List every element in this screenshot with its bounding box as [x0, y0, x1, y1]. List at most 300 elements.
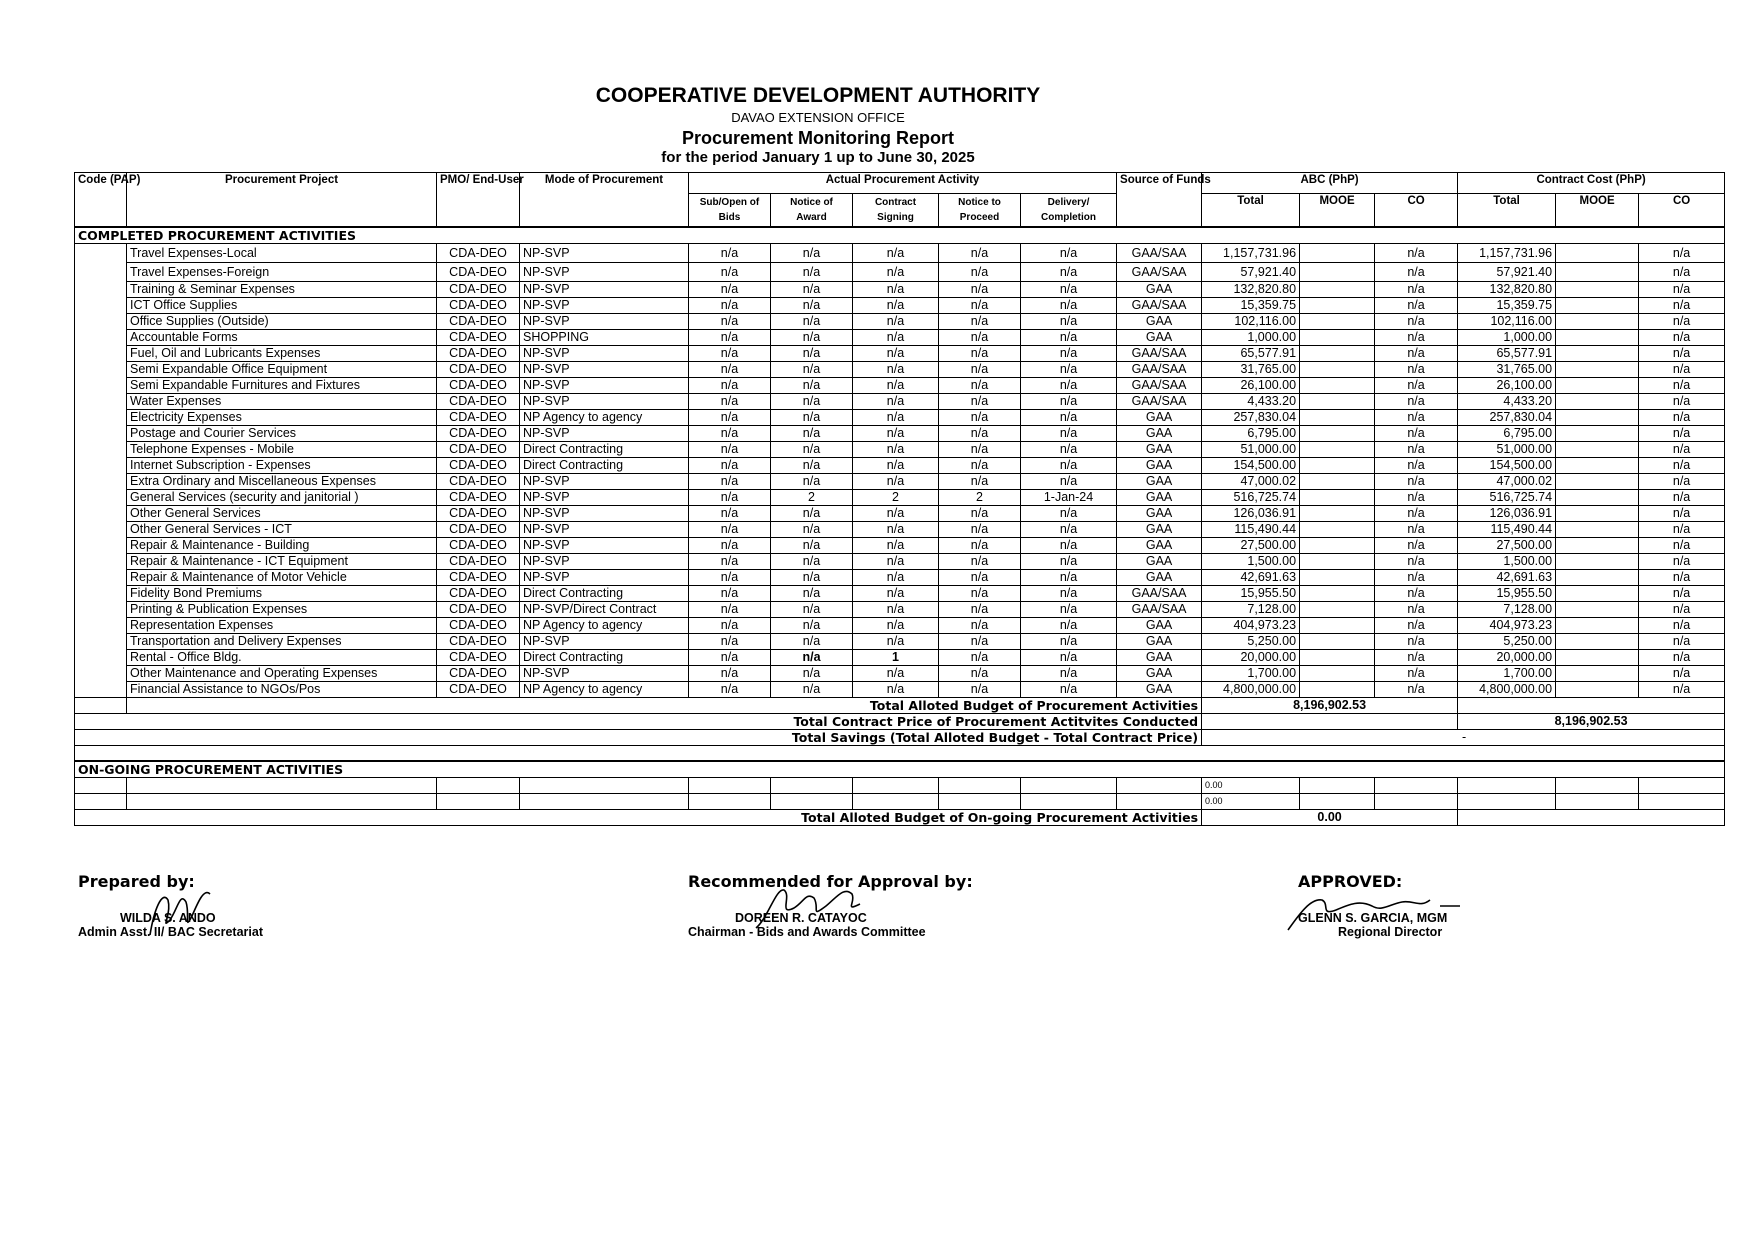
cell-delivery: n/a	[1021, 618, 1117, 634]
total-contract-label: Total Contract Price of Procurement Actitvites Conducted	[75, 714, 1202, 730]
cell-cc-total: 6,795.00	[1458, 426, 1556, 442]
cell-sub-open: n/a	[689, 244, 771, 263]
cell-mode: SHOPPING	[520, 330, 689, 346]
blank-cell	[689, 794, 771, 810]
cell-delivery: n/a	[1021, 650, 1117, 666]
cell-cc-co: n/a	[1639, 410, 1725, 426]
office-subtitle: DAVAO EXTENSION OFFICE	[731, 110, 905, 125]
blank-cell	[1375, 778, 1458, 794]
cell-code	[75, 474, 127, 490]
cell-mode: NP-SVP	[520, 506, 689, 522]
cell-sub-open: n/a	[689, 506, 771, 522]
cell-project: Other General Services	[127, 506, 437, 522]
ongoing-section-row	[75, 761, 1725, 778]
cell-code	[75, 506, 127, 522]
cell-cc-mooe	[1556, 666, 1639, 682]
cell-code	[75, 244, 127, 263]
cell-project: General Services (security and janitorial )	[127, 490, 437, 506]
cell-contract-signing: n/a	[853, 570, 939, 586]
cell-cc-mooe	[1556, 426, 1639, 442]
cell-pmo: CDA-DEO	[437, 666, 520, 682]
table-row	[75, 378, 1725, 394]
cell-abc-mooe	[1300, 458, 1375, 474]
table-row	[75, 618, 1725, 634]
cell-cc-co: n/a	[1639, 602, 1725, 618]
cell-noa: n/a	[771, 618, 853, 634]
cell-pmo: CDA-DEO	[437, 298, 520, 314]
cell-noa: n/a	[771, 426, 853, 442]
cell-contract-signing: n/a	[853, 618, 939, 634]
cell-abc-co: n/a	[1375, 618, 1458, 634]
blank-cell	[1300, 794, 1375, 810]
cell-cc-total: 154,500.00	[1458, 458, 1556, 474]
col-contract-signing: Contract Signing	[853, 194, 939, 228]
cell-sub-open: n/a	[689, 666, 771, 682]
cell-pmo: CDA-DEO	[437, 410, 520, 426]
blank-cell	[771, 794, 853, 810]
cell-pmo: CDA-DEO	[437, 586, 520, 602]
cell-abc-mooe	[1300, 682, 1375, 698]
cell-code	[75, 410, 127, 426]
cell-cc-total: 57,921.40	[1458, 263, 1556, 282]
cell-abc-total: 0.00	[1202, 778, 1300, 794]
cell-sub-open: n/a	[689, 378, 771, 394]
cell-source: GAA/SAA	[1117, 378, 1202, 394]
blank-cell	[1300, 778, 1375, 794]
cell-abc-total: 15,359.75	[1202, 298, 1300, 314]
cell-sub-open: n/a	[689, 346, 771, 362]
cell-sub-open: n/a	[689, 362, 771, 378]
cell-cc-co: n/a	[1639, 586, 1725, 602]
cell-abc-total: 516,725.74	[1202, 490, 1300, 506]
cell-source: GAA	[1117, 330, 1202, 346]
cell-contract-signing: n/a	[853, 666, 939, 682]
cell-project: Rental - Office Bldg.	[127, 650, 437, 666]
col-sub-open: Sub/Open of Bids	[689, 194, 771, 228]
ongoing-total-value: 0.00	[1202, 810, 1458, 826]
cell-pmo: CDA-DEO	[437, 554, 520, 570]
blank-cell	[939, 794, 1021, 810]
cell-pmo: CDA-DEO	[437, 458, 520, 474]
col-abc-co: CO	[1375, 194, 1458, 228]
cell-abc-mooe	[1300, 522, 1375, 538]
cell-noa: n/a	[771, 314, 853, 330]
cell-code	[75, 602, 127, 618]
cell-code	[75, 346, 127, 362]
total-contract-value: 8,196,902.53	[1458, 714, 1725, 730]
cell-delivery: 1-Jan-24	[1021, 490, 1117, 506]
cell-pmo: CDA-DEO	[437, 314, 520, 330]
cell-mode: NP-SVP	[520, 298, 689, 314]
col-noa: Notice of Award	[771, 194, 853, 228]
cell-cc-mooe	[1556, 538, 1639, 554]
cell-abc-co: n/a	[1375, 263, 1458, 282]
cell-project: Accountable Forms	[127, 330, 437, 346]
cell-cc-total: 1,157,731.96	[1458, 244, 1556, 263]
cell-project: ICT Office Supplies	[127, 298, 437, 314]
cell-code	[75, 490, 127, 506]
cell-ntp: n/a	[939, 298, 1021, 314]
cell-abc-total: 6,795.00	[1202, 426, 1300, 442]
cell-noa: n/a	[771, 602, 853, 618]
ongoing-total-label: Total Alloted Budget of On-going Procurement Activities	[75, 810, 1202, 826]
cell-noa: n/a	[771, 458, 853, 474]
cell-noa: n/a	[771, 378, 853, 394]
cell-ntp: n/a	[939, 263, 1021, 282]
cell-noa: n/a	[771, 282, 853, 298]
cell-code	[75, 650, 127, 666]
cell-cc-co: n/a	[1639, 442, 1725, 458]
cell-contract-signing: n/a	[853, 426, 939, 442]
cell-contract-signing: n/a	[853, 314, 939, 330]
cell-cc-mooe	[1556, 298, 1639, 314]
cell-abc-mooe	[1300, 586, 1375, 602]
cell-abc-mooe	[1300, 394, 1375, 410]
cell-abc-total: 27,500.00	[1202, 538, 1300, 554]
cell-project: Travel Expenses-Foreign	[127, 263, 437, 282]
table-row	[75, 666, 1725, 682]
cell-sub-open: n/a	[689, 282, 771, 298]
cell-contract-signing: n/a	[853, 394, 939, 410]
cell-noa: n/a	[771, 586, 853, 602]
cell-cc-mooe	[1556, 554, 1639, 570]
cell-source: GAA	[1117, 506, 1202, 522]
cell-abc-mooe	[1300, 666, 1375, 682]
blank-cell	[1117, 778, 1202, 794]
col-pmo: PMO/ End-User	[437, 173, 520, 228]
cell-abc-mooe	[1300, 474, 1375, 490]
cell-ntp: n/a	[939, 570, 1021, 586]
cell-contract-signing: n/a	[853, 506, 939, 522]
col-cc-total: Total	[1458, 194, 1556, 228]
cell-cc-co: n/a	[1639, 458, 1725, 474]
cell-pmo: CDA-DEO	[437, 282, 520, 298]
cell-delivery: n/a	[1021, 426, 1117, 442]
cell-mode: NP-SVP	[520, 346, 689, 362]
cell-cc-mooe	[1556, 634, 1639, 650]
cell-pmo: CDA-DEO	[437, 538, 520, 554]
cell-project: Repair & Maintenance - ICT Equipment	[127, 554, 437, 570]
cell-abc-total: 1,700.00	[1202, 666, 1300, 682]
cell-cc-mooe	[1556, 244, 1639, 263]
table-row	[75, 362, 1725, 378]
table-row	[75, 554, 1725, 570]
cell-project: Financial Assistance to NGOs/Pos	[127, 682, 437, 698]
cell-pmo: CDA-DEO	[437, 330, 520, 346]
cell-project: Postage and Courier Services	[127, 426, 437, 442]
cell-delivery: n/a	[1021, 506, 1117, 522]
cell-abc-co: n/a	[1375, 330, 1458, 346]
cell-delivery: n/a	[1021, 330, 1117, 346]
cell-source: GAA	[1117, 682, 1202, 698]
cell-cc-co: n/a	[1639, 634, 1725, 650]
cell-mode: NP-SVP	[520, 314, 689, 330]
cell-abc-co: n/a	[1375, 570, 1458, 586]
recommended-position: Chairman - Bids and Awards Committee	[688, 925, 926, 939]
cell-abc-mooe	[1300, 410, 1375, 426]
ongoing-row	[75, 778, 1725, 794]
cell-abc-mooe	[1300, 602, 1375, 618]
spacer-row	[75, 746, 1725, 762]
cell-cc-total: 26,100.00	[1458, 378, 1556, 394]
cell-mode: NP-SVP	[520, 378, 689, 394]
cell-sub-open: n/a	[689, 682, 771, 698]
cell-mode: NP-SVP	[520, 522, 689, 538]
cell-cc-total: 102,116.00	[1458, 314, 1556, 330]
cell-cc-mooe	[1556, 378, 1639, 394]
cell-source: GAA	[1117, 618, 1202, 634]
cell-abc-mooe	[1300, 282, 1375, 298]
cell-delivery: n/a	[1021, 314, 1117, 330]
cell-abc-co: n/a	[1375, 442, 1458, 458]
table-row	[75, 490, 1725, 506]
cell-mode: NP-SVP	[520, 263, 689, 282]
cell-delivery: n/a	[1021, 474, 1117, 490]
cell-mode: NP-SVP	[520, 666, 689, 682]
cell-sub-open: n/a	[689, 394, 771, 410]
cell-cc-total: 4,433.20	[1458, 394, 1556, 410]
cell-source: GAA/SAA	[1117, 244, 1202, 263]
cell-noa: n/a	[771, 666, 853, 682]
cell-cc-total: 20,000.00	[1458, 650, 1556, 666]
col-cc-mooe: MOOE	[1556, 194, 1639, 228]
cell-abc-co: n/a	[1375, 282, 1458, 298]
cell-abc-mooe	[1300, 618, 1375, 634]
cell-cc-co: n/a	[1639, 490, 1725, 506]
cell-ntp: n/a	[939, 362, 1021, 378]
cell-cc-total: 257,830.04	[1458, 410, 1556, 426]
cell-cc-co: n/a	[1639, 570, 1725, 586]
cell-abc-co: n/a	[1375, 298, 1458, 314]
cell-cc-total: 132,820.80	[1458, 282, 1556, 298]
cell-source: GAA/SAA	[1117, 346, 1202, 362]
cell-abc-total: 257,830.04	[1202, 410, 1300, 426]
cell-abc-co: n/a	[1375, 634, 1458, 650]
cell-delivery: n/a	[1021, 586, 1117, 602]
blank-cell	[1375, 794, 1458, 810]
cell-contract-signing: 1	[853, 650, 939, 666]
cell-ntp: n/a	[939, 602, 1021, 618]
total-contract-row	[75, 714, 1725, 730]
cell-cc-co: n/a	[1639, 426, 1725, 442]
blank-cell	[127, 794, 437, 810]
cell-contract-signing: n/a	[853, 282, 939, 298]
prepared-role: Prepared by:	[78, 872, 195, 891]
cell-delivery: n/a	[1021, 282, 1117, 298]
total-alloted-row	[75, 698, 1725, 714]
cell-abc-mooe	[1300, 650, 1375, 666]
cell-pmo: CDA-DEO	[437, 650, 520, 666]
cell-cc-total: 115,490.44	[1458, 522, 1556, 538]
table-row	[75, 570, 1725, 586]
cell-noa: n/a	[771, 522, 853, 538]
cell-abc-total: 4,800,000.00	[1202, 682, 1300, 698]
cell-abc-co: n/a	[1375, 244, 1458, 263]
cell-ntp: n/a	[939, 378, 1021, 394]
cell-source: GAA/SAA	[1117, 394, 1202, 410]
cell-source: GAA	[1117, 282, 1202, 298]
cell-contract-signing: n/a	[853, 378, 939, 394]
cell-delivery: n/a	[1021, 442, 1117, 458]
cell-pmo: CDA-DEO	[437, 474, 520, 490]
table-row	[75, 586, 1725, 602]
cell-cc-mooe	[1556, 410, 1639, 426]
cell-contract-signing: n/a	[853, 586, 939, 602]
recommended-role: Recommended for Approval by:	[688, 872, 973, 891]
cell-code	[75, 282, 127, 298]
cell-contract-signing: n/a	[853, 362, 939, 378]
cell-contract-signing: n/a	[853, 330, 939, 346]
cell-code	[75, 362, 127, 378]
cell-source: GAA	[1117, 490, 1202, 506]
blank-cell	[1556, 794, 1639, 810]
cell-abc-mooe	[1300, 538, 1375, 554]
cell-delivery: n/a	[1021, 346, 1117, 362]
blank-cell	[1117, 794, 1202, 810]
cell-cc-total: 42,691.63	[1458, 570, 1556, 586]
table-row	[75, 538, 1725, 554]
cell-cc-total: 1,700.00	[1458, 666, 1556, 682]
cell-noa: n/a	[771, 346, 853, 362]
table-row	[75, 506, 1725, 522]
cell-ntp: n/a	[939, 634, 1021, 650]
cell-abc-total: 47,000.02	[1202, 474, 1300, 490]
cell-mode: NP-SVP	[520, 394, 689, 410]
blank-cell	[853, 778, 939, 794]
cell-source: GAA/SAA	[1117, 586, 1202, 602]
cell-code	[75, 263, 127, 282]
cell-abc-total: 0.00	[1202, 794, 1300, 810]
cell-abc-mooe	[1300, 314, 1375, 330]
blank-cell	[771, 778, 853, 794]
cell-cc-mooe	[1556, 346, 1639, 362]
cell-noa: n/a	[771, 634, 853, 650]
cell-abc-co: n/a	[1375, 346, 1458, 362]
cell-cc-co: n/a	[1639, 666, 1725, 682]
cell-abc-co: n/a	[1375, 682, 1458, 698]
cell-cc-co: n/a	[1639, 314, 1725, 330]
cell-project: Repair & Maintenance - Building	[127, 538, 437, 554]
cell-sub-open: n/a	[689, 442, 771, 458]
cell-abc-mooe	[1300, 298, 1375, 314]
cell-ntp: n/a	[939, 666, 1021, 682]
cell-contract-signing: n/a	[853, 244, 939, 263]
cell-mode: NP-SVP/Direct Contract	[520, 602, 689, 618]
cell-delivery: n/a	[1021, 682, 1117, 698]
cell-source: GAA	[1117, 650, 1202, 666]
cell-sub-open: n/a	[689, 602, 771, 618]
cell-abc-mooe	[1300, 426, 1375, 442]
cell-source: GAA	[1117, 426, 1202, 442]
cell-pmo: CDA-DEO	[437, 244, 520, 263]
cell-cc-mooe	[1556, 522, 1639, 538]
approved-position: Regional Director	[1338, 925, 1443, 939]
blank-cell	[75, 698, 127, 714]
report-title: Procurement Monitoring Report	[681, 128, 954, 148]
cell-delivery: n/a	[1021, 634, 1117, 650]
cell-abc-total: 1,500.00	[1202, 554, 1300, 570]
cell-project: Printing & Publication Expenses	[127, 602, 437, 618]
cell-ntp: n/a	[939, 442, 1021, 458]
cell-ntp: n/a	[939, 618, 1021, 634]
cell-abc-mooe	[1300, 330, 1375, 346]
cell-source: GAA/SAA	[1117, 602, 1202, 618]
cell-delivery: n/a	[1021, 602, 1117, 618]
table-row	[75, 346, 1725, 362]
cell-source: GAA	[1117, 474, 1202, 490]
cell-delivery: n/a	[1021, 362, 1117, 378]
blank-cell	[1458, 778, 1556, 794]
cell-cc-mooe	[1556, 282, 1639, 298]
cell-cc-total: 5,250.00	[1458, 634, 1556, 650]
approved-name: GLENN S. GARCIA, MGM	[1298, 911, 1448, 925]
cell-code	[75, 426, 127, 442]
cell-abc-total: 126,036.91	[1202, 506, 1300, 522]
cell-code	[75, 666, 127, 682]
cell-project: Internet Subscription - Expenses	[127, 458, 437, 474]
cell-abc-total: 65,577.91	[1202, 346, 1300, 362]
table-row	[75, 298, 1725, 314]
cell-cc-mooe	[1556, 506, 1639, 522]
cell-code	[75, 394, 127, 410]
cell-noa: n/a	[771, 362, 853, 378]
ongoing-section-title: ON-GOING PROCUREMENT ACTIVITIES	[75, 761, 1725, 778]
cell-project: Representation Expenses	[127, 618, 437, 634]
cell-abc-mooe	[1300, 490, 1375, 506]
cell-source: GAA	[1117, 458, 1202, 474]
ongoing-total-row	[75, 810, 1725, 826]
table-row	[75, 442, 1725, 458]
cell-noa: n/a	[771, 442, 853, 458]
cell-abc-mooe	[1300, 506, 1375, 522]
cell-mode: NP-SVP	[520, 474, 689, 490]
cell-abc-total: 154,500.00	[1202, 458, 1300, 474]
cell-pmo: CDA-DEO	[437, 394, 520, 410]
cell-mode: NP-SVP	[520, 538, 689, 554]
table-row	[75, 244, 1725, 263]
cell-sub-open: n/a	[689, 634, 771, 650]
cell-source: GAA	[1117, 634, 1202, 650]
cell-code	[75, 538, 127, 554]
cell-ntp: n/a	[939, 474, 1021, 490]
cell-sub-open: n/a	[689, 490, 771, 506]
blank-cell	[689, 778, 771, 794]
cell-sub-open: n/a	[689, 554, 771, 570]
col-ntp: Notice to Proceed	[939, 194, 1021, 228]
cell-cc-total: 126,036.91	[1458, 506, 1556, 522]
cell-mode: NP-SVP	[520, 554, 689, 570]
cell-ntp: 2	[939, 490, 1021, 506]
completed-section-row	[75, 227, 1725, 244]
ongoing-rows	[75, 778, 1725, 810]
cell-abc-mooe	[1300, 244, 1375, 263]
cell-cc-co: n/a	[1639, 618, 1725, 634]
cell-cc-co: n/a	[1639, 378, 1725, 394]
cell-cc-total: 1,000.00	[1458, 330, 1556, 346]
table-row	[75, 634, 1725, 650]
cell-code	[75, 634, 127, 650]
cell-project: Travel Expenses-Local	[127, 244, 437, 263]
completed-section-title: COMPLETED PROCUREMENT ACTIVITIES	[75, 227, 1725, 244]
blank-cell	[1556, 778, 1639, 794]
cell-pmo: CDA-DEO	[437, 263, 520, 282]
cell-ntp: n/a	[939, 554, 1021, 570]
cell-mode: NP Agency to agency	[520, 618, 689, 634]
cell-code	[75, 682, 127, 698]
cell-abc-total: 20,000.00	[1202, 650, 1300, 666]
cell-abc-total: 57,921.40	[1202, 263, 1300, 282]
cell-abc-total: 15,955.50	[1202, 586, 1300, 602]
